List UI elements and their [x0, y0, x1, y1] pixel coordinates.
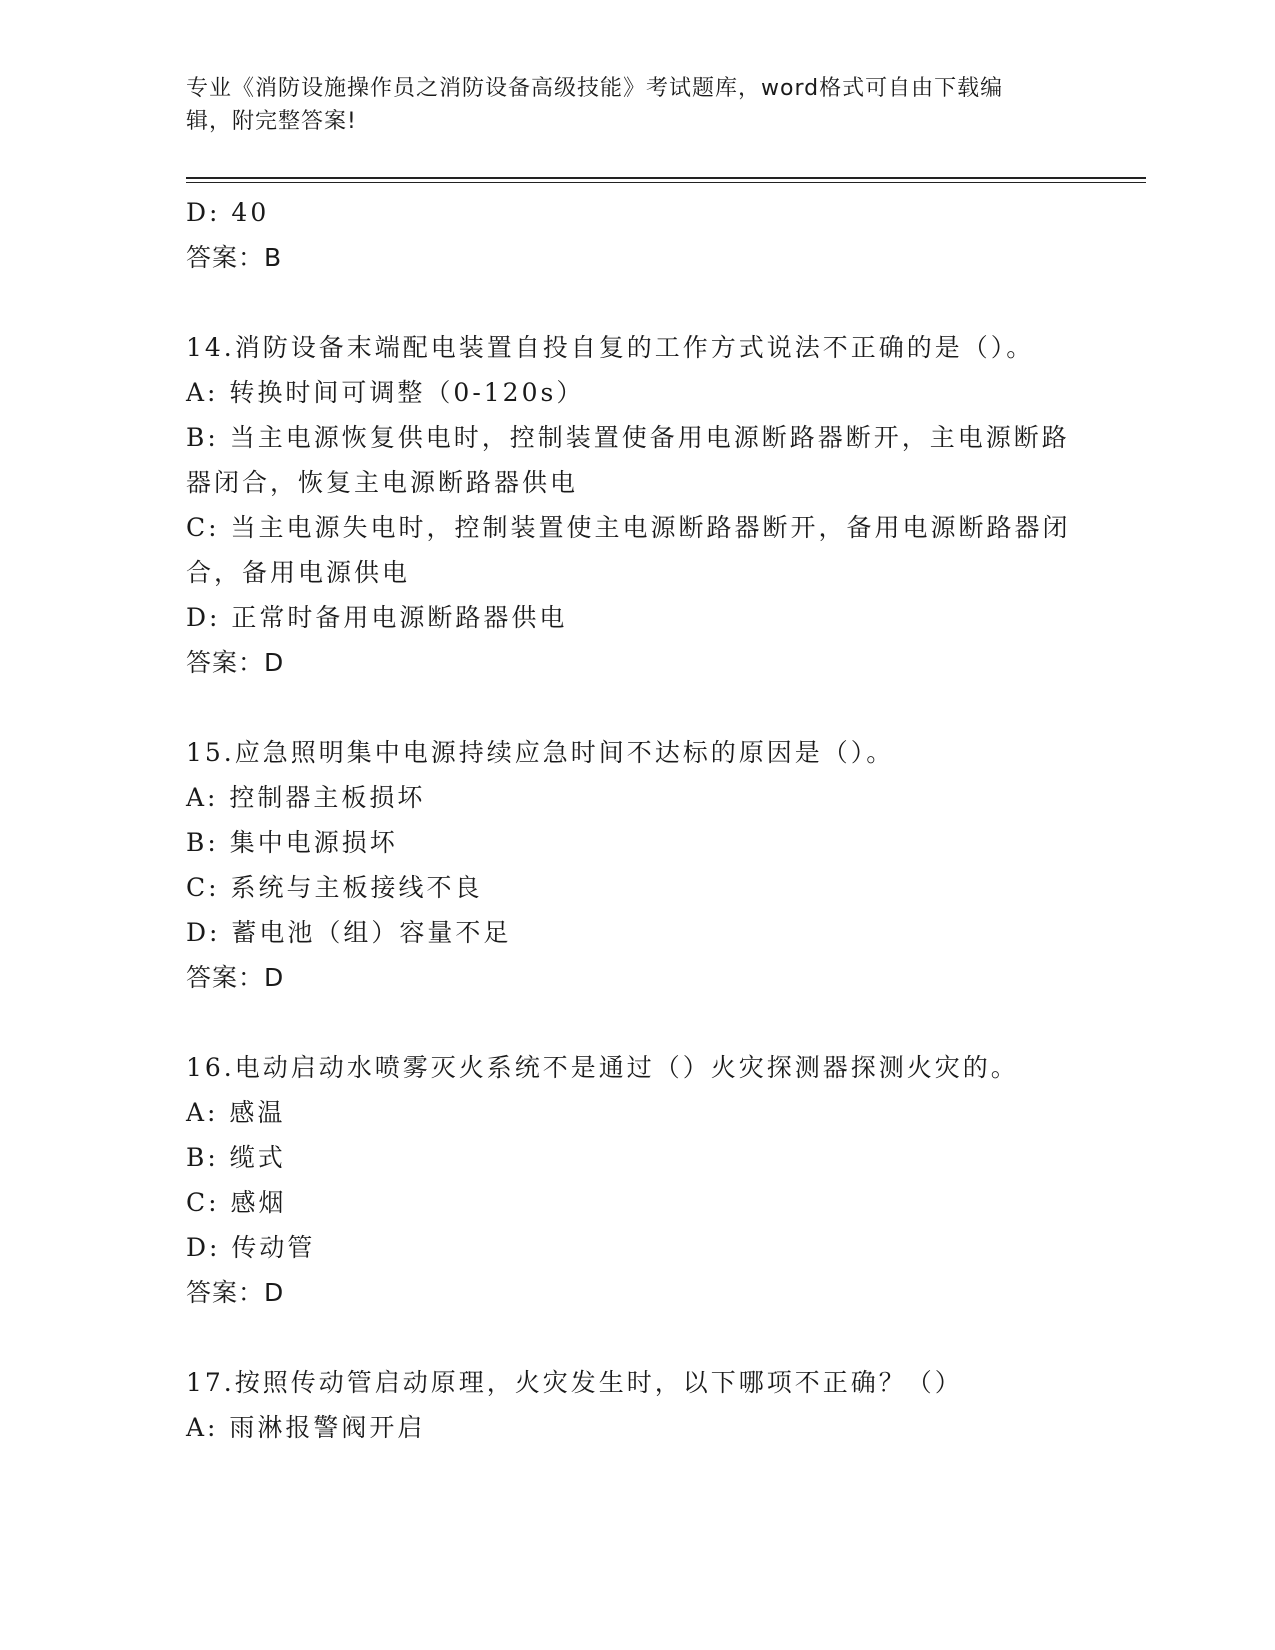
- answer-label: 答案：B: [186, 243, 283, 272]
- answer-label: 答案：D: [186, 1278, 285, 1307]
- option-a: A: 转换时间可调整（0-120s）: [186, 378, 585, 407]
- question-list: [186, 190, 1086, 1450]
- option-d: D: 40: [186, 198, 270, 227]
- question-stem: 17.按照传动管启动原理，火灾发生时，以下哪项不正确？（）: [186, 1368, 963, 1397]
- option-d: D: 传动管: [186, 1233, 316, 1262]
- question-item: [186, 325, 1086, 685]
- question-stem: 16.电动启动水喷雾灭火系统不是通过（）火灾探测器探测火灾的。: [186, 1053, 1019, 1082]
- option-c: C: 当主电源失电时，控制装置使主电源断路器断开，备用电源断路器闭合，备用电源供电: [186, 513, 1071, 587]
- answer-label: 答案：D: [186, 963, 285, 992]
- page-header: [186, 72, 1066, 138]
- option-a: A: 感温: [186, 1098, 286, 1127]
- question-stem: 15.应急照明集中电源持续应急时间不达标的原因是（）。: [186, 738, 895, 767]
- question-item: [186, 1360, 1086, 1450]
- option-d: D: 蓄电池（组）容量不足: [186, 918, 512, 947]
- question-stem: 14.消防设备末端配电装置自投自复的工作方式说法不正确的是（）。: [186, 333, 1035, 362]
- header-line-2: 辑，附完整答案!: [186, 109, 357, 134]
- header-line-1: 专业《消防设施操作员之消防设备高级技能》考试题库，word格式可自由下载编: [186, 76, 1004, 101]
- option-c: C: 感烟: [186, 1188, 287, 1217]
- option-d: D: 正常时备用电源断路器供电: [186, 603, 568, 632]
- question-item: [186, 730, 1086, 1000]
- option-b: B: 集中电源损坏: [186, 828, 398, 857]
- question-item: [186, 1045, 1086, 1315]
- option-b: B: 缆式: [186, 1143, 286, 1172]
- header-divider: [186, 177, 1146, 179]
- option-b: B: 当主电源恢复供电时，控制装置使备用电源断路器断开，主电源断路器闭合，恢复主电源断路器供电: [186, 423, 1070, 497]
- option-c: C: 系统与主板接线不良: [186, 873, 483, 902]
- option-a: A: 控制器主板损坏: [186, 783, 426, 812]
- answer-label: 答案：D: [186, 648, 285, 677]
- header-divider-thin: [186, 182, 1146, 183]
- option-a: A: 雨淋报警阀开启: [186, 1413, 426, 1442]
